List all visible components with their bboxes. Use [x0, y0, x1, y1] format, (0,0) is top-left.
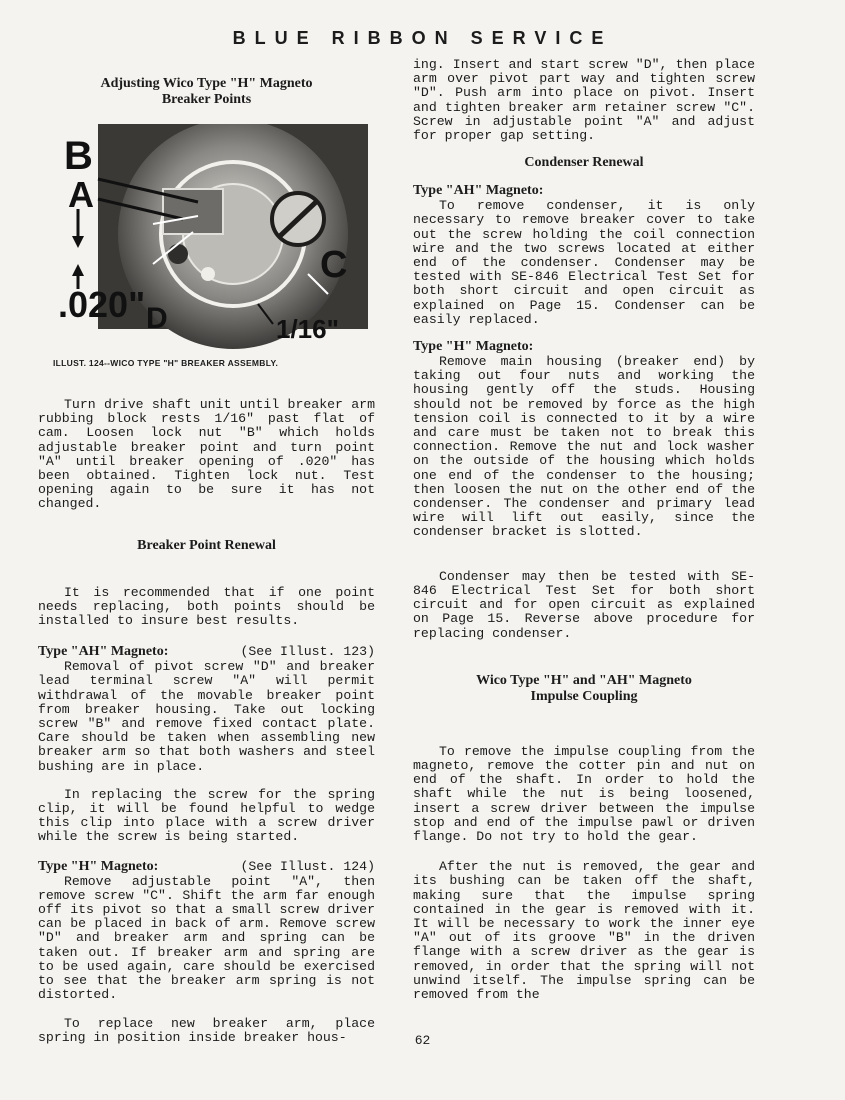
illustration-caption: ILLUST. 124--WICO TYPE "H" BREAKER ASSEMBLY.: [53, 358, 279, 368]
paragraph-replace-arm: To replace new breaker arm, place spring in position inside breaker hous-: [38, 1015, 375, 1045]
paragraph-after-nut: After the nut is removed, the gear and its bushing can be taken off the shaft, making sure that the impulse spring contained in the gear is removed with it. It will be necessary to work the inner eye "A" out of its groove "B" in the driven flange with a screw driver as the gear is removed, in order that the spring will not unwind itself. The impulse spring can be removed from the: [413, 859, 755, 1002]
paragraph-turn-drive: Turn drive shaft unit until breaker arm rubbing block rests 1/16" past flat of cam. Loosen lock nut "B" which holds adjustable breaker point and turn point "A" until breaker opening of .020" has been obtained. Tighten lock nut. Test opening again to be sure it has not changed.: [38, 397, 375, 512]
paragraph-remove-housing: Remove main housing (breaker end) by taking out four nuts and working the housing gently off the studs. Housing should not be removed by force as the high tension coil is connected to it by a wire and care must be taken not to break this connection. Remove the nut and lock washer on the outside of the housing which holds one end of the condenser to the housing; then loosen the nut on the other end of the condenser. The condenser and primary lead wire will lift out easily, since the condenser bracket is slotted.: [413, 354, 755, 540]
label-c: C: [320, 244, 348, 286]
subheading-ah-line: [38, 644, 375, 660]
left-column: [38, 58, 375, 1045]
paragraph-recommended: It is recommended that if one point needs replacing, both points should be installed to insure best results.: [38, 584, 375, 629]
paragraph-spring-clip: In replacing the screw for the spring clip, it will be found helpful to wedge this clip into place with a screw driver while the screw is being started.: [38, 786, 375, 845]
heading-condenser-renewal: Condenser Renewal: [524, 155, 644, 171]
heading-adjusting-line2: Breaker Points: [161, 92, 252, 107]
heading-impulse-coupling: [413, 673, 755, 705]
heading-impulse-line1: Wico Type "H" and "AH" Magneto: [476, 672, 692, 688]
subheading-h-ref: (See Illust. 124): [240, 858, 375, 874]
page-header: BLUE RIBBON SERVICE: [232, 28, 613, 48]
paragraph-condenser-tested: Condenser may then be tested with SE-846 Electrical Test Set for both short circuit and for open circuit as explained on Page 15. Reverse above procedure for replacing condenser.: [413, 568, 755, 641]
subheading-ah-ref: (See Illust. 123): [240, 644, 375, 660]
heading-adjusting: [38, 76, 375, 108]
heading-adjusting-line1: Adjusting Wico Type "H" Magneto: [100, 76, 313, 91]
subheading-h-line: [38, 859, 375, 875]
subheading-h: Type "H" Magneto:: [38, 858, 159, 874]
paragraph-remove-impulse: To remove the impulse coupling from the magneto, remove the cotter pin and nut on end of the shaft. In order to hold the shaft while the nut is being loosened, insert a screw driver between the impulse stop and end of the impulse pawl or driven flange. Do not try to hold the gear.: [413, 743, 755, 844]
right-column: [413, 58, 755, 1002]
paragraph-removal-pivot: Removal of pivot screw "D" and breaker lead terminal screw "A" will permit withdrawal of the movable breaker point from breaker housing. Take out locking screw "B" and remove fixed contact plate. Care should be taken when assembling new breaker arm so that both washers and steel bushing are in place.: [38, 659, 375, 774]
paragraph-remove-condenser: To remove condenser, it is only necessary to remove breaker cover to take out the screw holding the coil connection wire and the two screws located at either end of the condenser. Condenser may be tested with SE-846 Electrical Test Set for both short circuit and open circuit as explained on Page 15. Condenser can be easily replaced.: [413, 198, 755, 327]
paragraph-remove-adjustable: Remove adjustable point "A", then remove screw "C". Shift the arm far enough off its pivot so that a small screw driver can be placed in back of arm. Remove screw "D" and breaker arm and spring can be taken out. If breaker arm and spring are to be used again, care should be exercised to see that the breaker arm spring is not distorted.: [38, 873, 375, 1003]
label-fraction: 1/16": [276, 314, 339, 344]
subheading-condenser-h: Type "H" Magneto:: [413, 339, 534, 355]
subheading-condenser-ah: Type "AH" Magneto:: [413, 183, 544, 199]
heading-breaker-renewal: Breaker Point Renewal: [137, 537, 276, 553]
label-gap: .020": [58, 284, 146, 325]
paragraph-insert-screw: ing. Insert and start screw "D", then place arm over pivot part way and tighten screw "D". Push arm into place on pivot. Insert and tighten breaker arm retainer screw "C". Screw in adjustable point "A" and adjust for proper gap setting.: [413, 57, 755, 144]
label-a: A: [68, 174, 94, 215]
heading-impulse-line2: Impulse Coupling: [530, 688, 638, 704]
subheading-ah: Type "AH" Magneto:: [38, 644, 169, 660]
label-d: D: [146, 302, 168, 335]
page-number: 62: [414, 1033, 431, 1048]
breaker-assembly-illustration: [58, 124, 368, 354]
label-b: B: [64, 134, 93, 178]
